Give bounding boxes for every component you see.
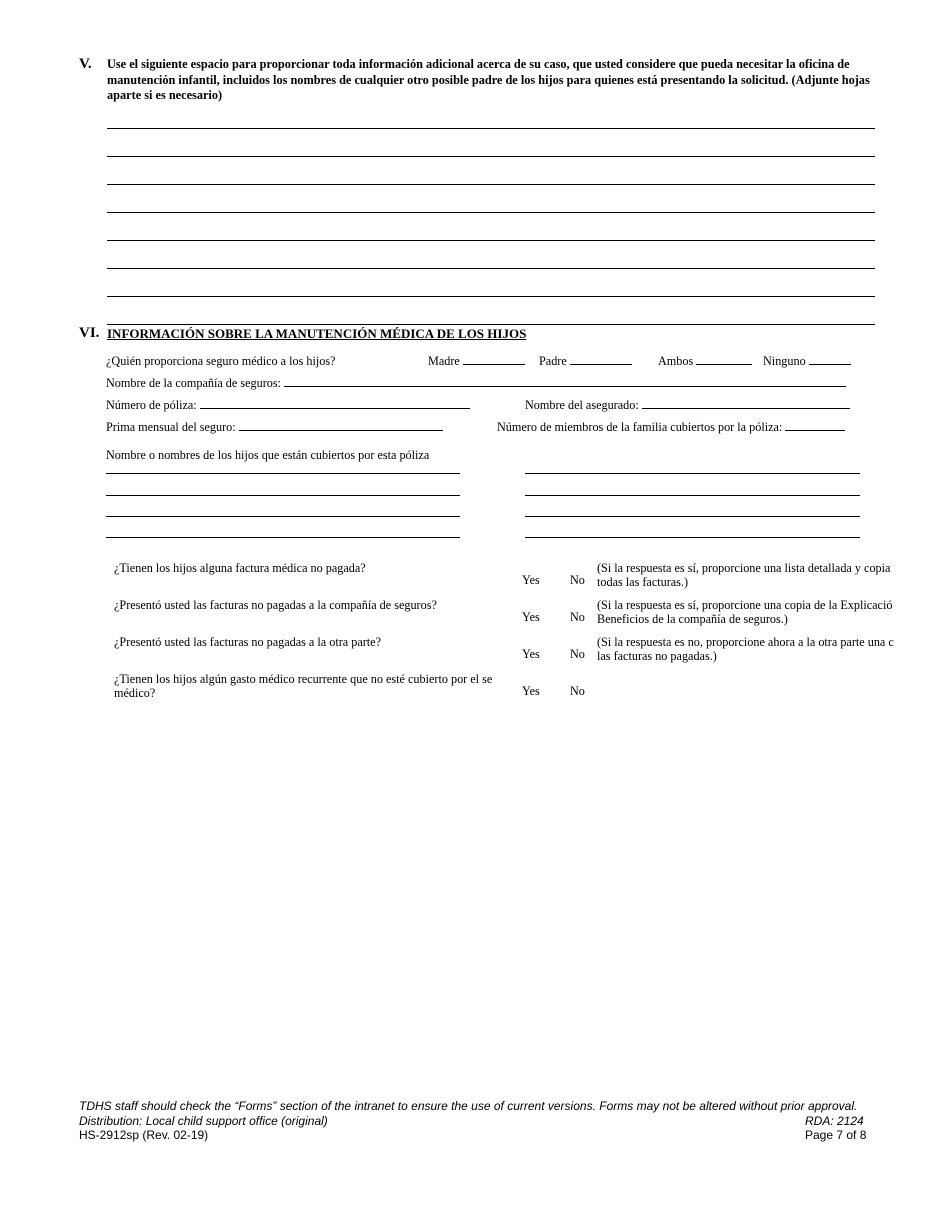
option-ninguno-blank[interactable] bbox=[809, 354, 851, 365]
section-v-number: V. bbox=[79, 56, 92, 72]
insurance-company-label: Nombre de la compañía de seguros: bbox=[106, 376, 281, 390]
additional-info-line[interactable] bbox=[107, 240, 875, 241]
submitted-to-other-party-note-line2: las facturas no pagadas.) bbox=[597, 649, 717, 663]
unpaid-bills-note-line2: todas las facturas.) bbox=[597, 575, 689, 589]
footer-notice: TDHS staff should check the “Forms” section of the intranet to ensure the use of current versions. Forms may not be altered without prior approval. bbox=[79, 1099, 858, 1113]
submitted-to-insurer-note bbox=[597, 598, 896, 630]
submitted-to-insurer-no[interactable]: No bbox=[570, 610, 585, 624]
child-name-line[interactable] bbox=[106, 473, 460, 474]
option-ambos-label: Ambos bbox=[658, 354, 694, 368]
option-padre-label: Padre bbox=[539, 354, 567, 368]
additional-info-line[interactable] bbox=[107, 324, 875, 325]
unpaid-bills-no[interactable]: No bbox=[570, 573, 585, 587]
section-vi-title: INFORMACIÓN SOBRE LA MANUTENCIÓN MÉDICA DE LOS HIJOS bbox=[107, 326, 527, 341]
footer-distribution: Distribution: Local child support office (original) bbox=[79, 1114, 328, 1128]
additional-info-line[interactable] bbox=[107, 296, 875, 297]
child-name-line[interactable] bbox=[106, 516, 460, 517]
insured-name-label: Nombre del asegurado: bbox=[525, 398, 639, 412]
additional-info-line[interactable] bbox=[107, 212, 875, 213]
section-v-instructions: Use el siguiente espacio para proporcionar toda información adicional acerca de su caso, que usted considere que pueda necesitar la oficina de manutención infantil, incluidos los nombres de cualquier otro posible padre de los hijos para quienes está presentando la solicitud. (Adjunte hojas aparte si es necesario) bbox=[107, 57, 870, 102]
section-vi-number: VI. bbox=[79, 325, 100, 341]
unpaid-bills-note-line1: (Si la respuesta es sí, proporcione una lista detallada y copia bbox=[597, 561, 891, 575]
additional-info-line[interactable] bbox=[107, 184, 875, 185]
children-covered-label: Nombre o nombres de los hijos que están cubiertos por esta póliza bbox=[106, 448, 430, 462]
option-madre-blank[interactable] bbox=[463, 354, 525, 365]
option-padre[interactable] bbox=[539, 354, 632, 369]
submitted-to-insurer-note-line2: Beneficios de la compañía de seguros.) bbox=[597, 612, 788, 626]
option-madre-label: Madre bbox=[428, 354, 460, 368]
policy-number-blank[interactable] bbox=[200, 398, 470, 409]
recurring-expenses-line2: médico? bbox=[114, 686, 156, 700]
family-members-field[interactable] bbox=[497, 420, 845, 435]
recurring-expenses-yes[interactable]: Yes bbox=[522, 684, 540, 698]
footer-form-number: HS-2912sp (Rev. 02-19) bbox=[79, 1128, 209, 1142]
child-name-line[interactable] bbox=[106, 537, 460, 538]
insurance-company-blank[interactable] bbox=[284, 376, 846, 387]
additional-info-line[interactable] bbox=[107, 268, 875, 269]
unpaid-bills-yes[interactable]: Yes bbox=[522, 573, 540, 587]
monthly-premium-label: Prima mensual del seguro: bbox=[106, 420, 236, 434]
submitted-to-other-party-yes[interactable]: Yes bbox=[522, 647, 540, 661]
recurring-expenses-line1: ¿Tienen los hijos algún gasto médico recurrente que no esté cubierto por el se bbox=[114, 672, 493, 686]
option-madre[interactable] bbox=[428, 354, 525, 369]
question-submitted-to-other-party: ¿Presentó usted las facturas no pagadas a la otra parte? bbox=[114, 635, 381, 649]
submitted-to-insurer-yes[interactable]: Yes bbox=[522, 610, 540, 624]
child-name-line[interactable] bbox=[525, 495, 860, 496]
submitted-to-other-party-note bbox=[597, 635, 896, 667]
child-name-line[interactable] bbox=[525, 537, 860, 538]
insured-name-blank[interactable] bbox=[642, 398, 850, 409]
who-provides-label: ¿Quién proporciona seguro médico a los hijos? bbox=[106, 354, 336, 368]
additional-info-line[interactable] bbox=[107, 128, 875, 129]
submitted-to-other-party-no[interactable]: No bbox=[570, 647, 585, 661]
recurring-expenses-no[interactable]: No bbox=[570, 684, 585, 698]
footer-rda: RDA: 2124 bbox=[805, 1114, 864, 1128]
option-padre-blank[interactable] bbox=[570, 354, 632, 365]
insurance-company-field[interactable] bbox=[106, 376, 846, 391]
question-recurring-expenses bbox=[114, 672, 498, 704]
monthly-premium-blank[interactable] bbox=[239, 420, 443, 431]
option-ninguno[interactable] bbox=[763, 354, 851, 369]
family-members-label: Número de miembros de la familia cubiertos por la póliza: bbox=[497, 420, 783, 434]
question-unpaid-bills: ¿Tienen los hijos alguna factura médica no pagada? bbox=[114, 561, 366, 575]
additional-info-line[interactable] bbox=[107, 156, 875, 157]
child-name-line[interactable] bbox=[525, 516, 860, 517]
option-ambos-blank[interactable] bbox=[696, 354, 752, 365]
monthly-premium-field[interactable] bbox=[106, 420, 443, 435]
unpaid-bills-note bbox=[597, 561, 896, 593]
policy-number-label: Número de póliza: bbox=[106, 398, 197, 412]
family-members-blank[interactable] bbox=[785, 420, 845, 431]
submitted-to-insurer-note-line1: (Si la respuesta es sí, proporcione una copia de la Explicació bbox=[597, 598, 893, 612]
question-submitted-to-insurer: ¿Presentó usted las facturas no pagadas a la compañía de seguros? bbox=[114, 598, 437, 612]
policy-number-field[interactable] bbox=[106, 398, 470, 413]
option-ambos[interactable] bbox=[658, 354, 752, 369]
option-ninguno-label: Ninguno bbox=[763, 354, 806, 368]
submitted-to-other-party-note-line1: (Si la respuesta es no, proporcione ahora a la otra parte una c bbox=[597, 635, 894, 649]
child-name-line[interactable] bbox=[525, 473, 860, 474]
footer-page-number: Page 7 of 8 bbox=[805, 1128, 867, 1142]
child-name-line[interactable] bbox=[106, 495, 460, 496]
insured-name-field[interactable] bbox=[525, 398, 850, 413]
